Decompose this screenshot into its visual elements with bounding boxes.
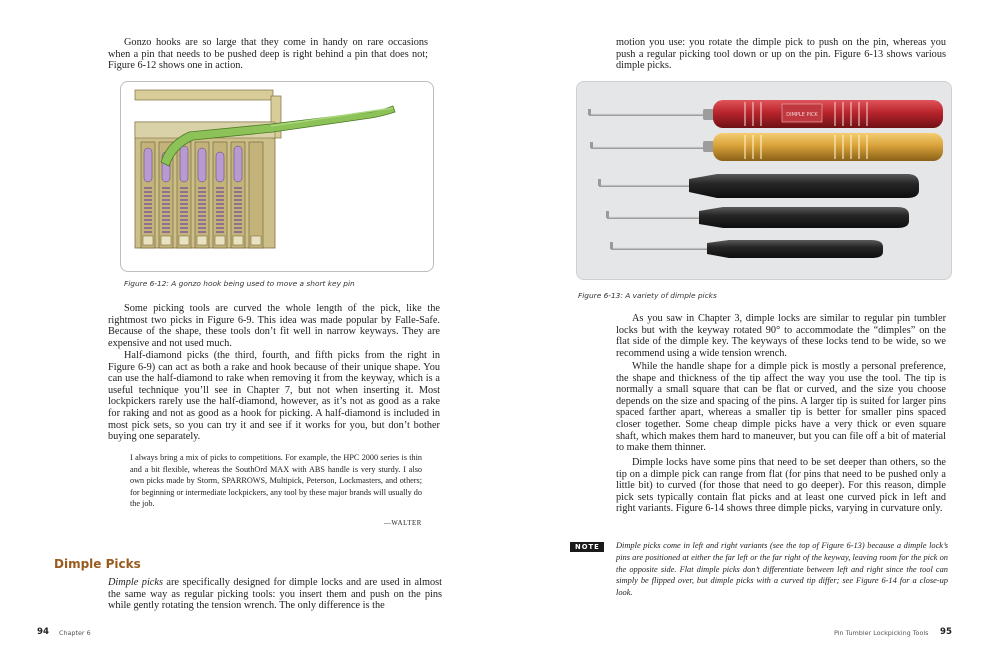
- lock-top-plate: [135, 90, 273, 100]
- figure-6-13-caption: Figure 6-13: A variety of dimple picks: [578, 291, 717, 300]
- paragraph-half-diamond: Half-diamond picks (the third, fourth, and fifth picks from the right in Figure 6-9) can act as both a rake and hook because of their unique shape. You can use the half-diamond to rake when removing it from the keyway, which is a useful technique you’ll see in Chapter 7, but not when inserting it. Most lockpickers rarely use the half-diamond, however, as it’s not as good as a rake for raking and not as good as a hook for picking. A half-diamond is included in most pick sets, so you can try it and see if it works for you, but don’t bother buying one separately.: [108, 350, 440, 443]
- note-text: Dimple picks come in left and right variants (see the top of Figure 6-13) because a dimple lock’s pins are positioned at either the far left or the far right of the keyway, leaving room for the pick on the opposite side. Flat dimple picks don’t differentiate between left and right since the tool can simply be flipped over, but dimple picks with a curved tip differ; see Figure 6-14 for a close-up look.: [616, 541, 948, 598]
- lock-cutaway-illustration: [121, 82, 433, 271]
- footer-section: Pin Tumbler Lockpicking Tools: [834, 629, 929, 637]
- right-page: [494, 0, 988, 654]
- footer-chapter: Chapter 6: [59, 629, 91, 637]
- paragraph-dimple-picks: [108, 577, 442, 612]
- paragraph-handle-shape: While the handle shape for a dimple pick is mostly a personal preference, the shape and thickness of the tip affect the way you use the tool. The tip is normally a small square that can be flat or curved, and the size you choose depends on the size and spacing of the pins. A larger tip is suited for larger pins spaced farther apart, whereas a smaller tip is better for smaller pins spaced closer together. Some cheap dimple picks have a very thick or even square shaft, which makes them hard to maneuver, but you can file off a bit of material to make them thinner.: [616, 361, 946, 454]
- handle-engraving: DIMPLE PICK: [786, 112, 818, 118]
- dimple-paragraph-text: are specifically designed for dimple locks and are used in almost the same way as regular picking tools: you insert them and push on the pins while gently rotating the tension wrench. The only difference is the: [108, 577, 442, 612]
- black-dimple-pick-1: [598, 174, 919, 198]
- intro-paragraph: Gonzo hooks are so large that they come in handy on rare occasions when a pin that needs to be pushed deep is right behind a pin that does not; Figure 6-12 shows one in action.: [108, 37, 428, 72]
- quote-attribution: —WALTER: [384, 520, 422, 527]
- gonzo-hook-figure: [120, 81, 434, 272]
- paragraph-dimple-locks: As you saw in Chapter 3, dimple locks are similar to regular pin tumbler locks but with the keyway rotated 90° to accommodate the “dimples” on the flat side of the dimple key. The keyways of these locks tend to be wide, so we recommend using a wide tension wrench.: [616, 313, 946, 359]
- continuation-paragraph: motion you use: you rotate the dimple pick to push on the pin, whereas you push a regular picking tool down or up on the pin. Figure 6-13 shows various dimple picks.: [616, 37, 946, 72]
- note-label: NOTE: [570, 542, 604, 552]
- black-dimple-pick-3: [610, 240, 883, 258]
- walter-quote: I always bring a mix of picks to competitions. For example, the HPC 2000 series is thin and a bit flexible, whereas the SouthOrd MAX with ABS handle is very sturdy. I also own picks made by Storm, SPARROWS, Multipick, Peterson, Lockmasters, and others; for beginning or intermediate lockpickers, any tool by these major brands will usually do the job.: [130, 453, 422, 509]
- figure-6-12-caption: Figure 6-12: A gonzo hook being used to move a short key pin: [124, 279, 355, 288]
- paragraph-curved-picks: Some picking tools are curved the whole length of the pick, like the rightmost two picks in Figure 6-9. This idea was made popular by Falle-Safe. Because of the shape, these tools don’t fit well in narrow keyways. They are expensive and not used much.: [108, 303, 440, 349]
- section-heading-dimple-picks: Dimple Picks: [54, 557, 141, 571]
- dimple-picks-photo: [577, 82, 951, 279]
- pin-stacks: [141, 142, 263, 248]
- red-dimple-pick: [588, 100, 943, 128]
- paragraph-pin-depth: Dimple locks have some pins that need to be set deeper than others, so the tip on a dimple pick can range from flat (for pins that need to be pushed only a little bit) to curved (for those that need to go deeper). For this reason, dimple pick sets typically contain flat picks and at least one curved pick in left and right variants. Figure 6-14 shows three dimple picks, varying in curvature only.: [616, 457, 946, 515]
- black-dimple-pick-2: [606, 207, 909, 228]
- dimple-picks-figure: [576, 81, 952, 280]
- page-number-right: 95: [940, 627, 952, 637]
- gold-dimple-pick: [590, 133, 943, 161]
- page-number-left: 94: [37, 627, 49, 637]
- dimple-picks-term: Dimple picks: [108, 577, 163, 588]
